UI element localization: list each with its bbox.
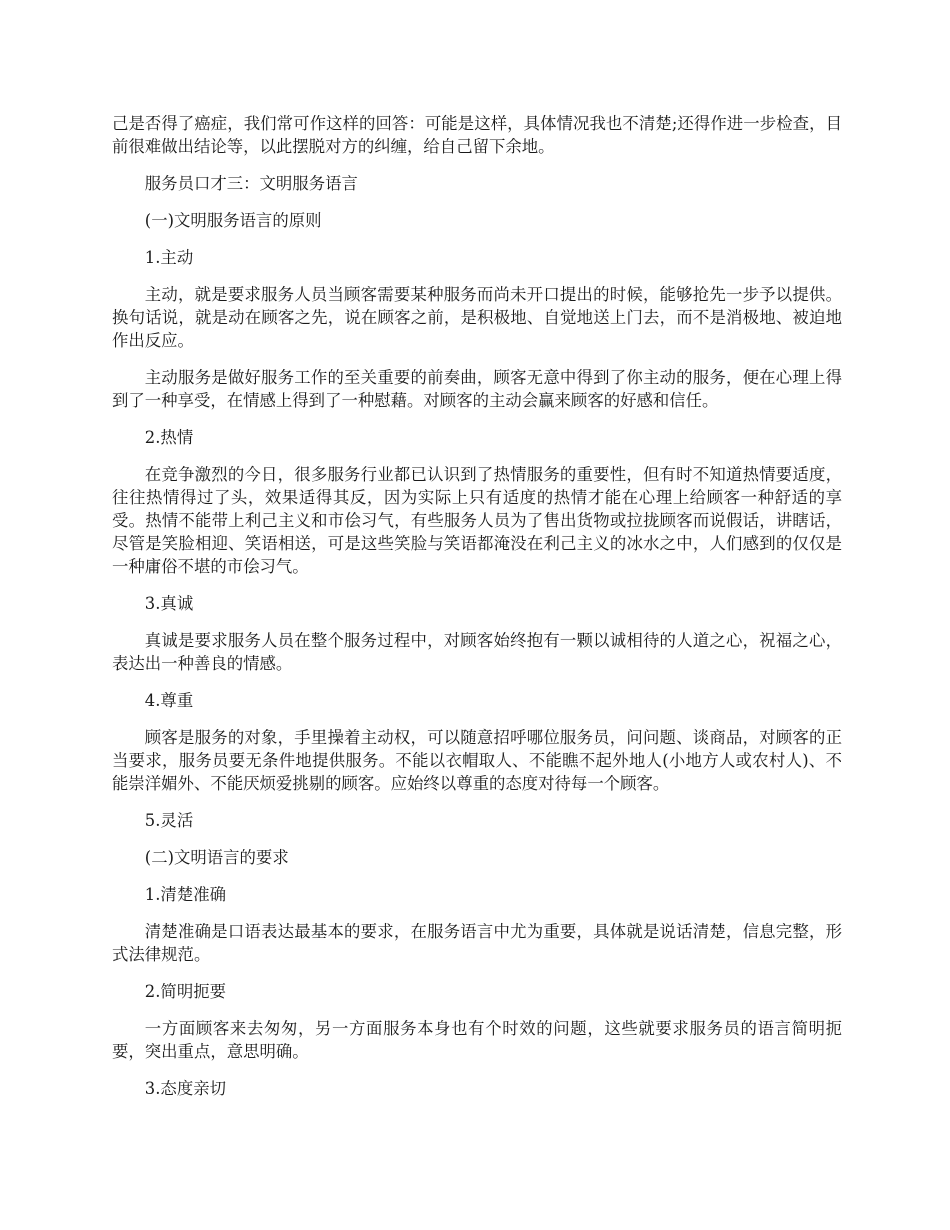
body-paragraph: 真诚是要求服务人员在整个服务过程中，对顾客始终抱有一颗以诚相待的人道之心，祝福之心，表达出一种善良的情感。 bbox=[112, 631, 842, 673]
subsection-heading: (一)文明服务语言的原则 bbox=[144, 211, 322, 230]
body-paragraph: 主动，就是要求服务人员当顾客需要某种服务而尚未开口提出的时候，能够抢先一步予以提供。换句话说，就是动在顾客之先，说在顾客之前，是积极地、自觉地送上门去，而不是消极地、被迫地作出反应。 bbox=[112, 285, 842, 350]
subsection-heading: (二)文明语言的要求 bbox=[144, 848, 289, 867]
item-heading: 3.态度亲切 bbox=[144, 1079, 226, 1098]
body-paragraph: 主动服务是做好服务工作的至关重要的前奏曲，顾客无意中得到了你主动的服务，便在心理上得到了一种享受，在情感上得到了一种慰藉。对顾客的主动会赢来顾客的好感和信任。 bbox=[112, 368, 842, 410]
item-heading: 5.灵活 bbox=[144, 811, 194, 830]
section-heading: 服务员口才三：文明服务语言 bbox=[144, 174, 358, 193]
item-heading: 2.简明扼要 bbox=[144, 982, 226, 1001]
item-heading: 2.热情 bbox=[144, 428, 194, 447]
body-paragraph: 清楚准确是口语表达最基本的要求，在服务语言中尤为重要，具体就是说话清楚，信息完整，形式法律规范。 bbox=[112, 922, 842, 964]
body-paragraph: 一方面顾客来去匆匆，另一方面服务本身也有个时效的问题，这些就要求服务员的语言简明扼要，突出重点，意思明确。 bbox=[112, 1019, 842, 1061]
document-page bbox=[112, 112, 842, 1114]
item-heading: 3.真诚 bbox=[144, 594, 194, 613]
item-heading: 1.主动 bbox=[144, 248, 194, 267]
item-heading: 4.尊重 bbox=[144, 691, 194, 710]
item-heading: 1.清楚准确 bbox=[144, 885, 226, 904]
paragraph-continuation: 己是否得了癌症，我们常可作这样的回答：可能是这样，具体情况我也不清楚;还得作进一步检查，目前很难做出结论等，以此摆脱对方的纠缠，给自己留下余地。 bbox=[112, 114, 842, 156]
body-paragraph: 顾客是服务的对象，手里操着主动权，可以随意招呼哪位服务员，问问题、谈商品，对顾客的正当要求，服务员要无条件地提供服务。不能以衣帽取人、不能瞧不起外地人(小地方人或农村人)、不能崇洋媚外、不能厌烦爱挑剔的顾客。应始终以尊重的态度对待每一个顾客。 bbox=[112, 728, 842, 793]
body-paragraph: 在竞争激烈的今日，很多服务行业都已认识到了热情服务的重要性，但有时不知道热情要适度，往往热情得过了头，效果适得其反，因为实际上只有适度的热情才能在心理上给顾客一种舒适的享受。热情不能带上利己主义和市侩习气，有些服务人员为了售出货物或拉拢顾客而说假话，讲瞎话，尽管是笑脸相迎、笑语相送，可是这些笑脸与笑语都淹没在利己主义的冰水之中，人们感到的仅仅是一种庸俗不堪的市侩习气。 bbox=[112, 465, 842, 576]
